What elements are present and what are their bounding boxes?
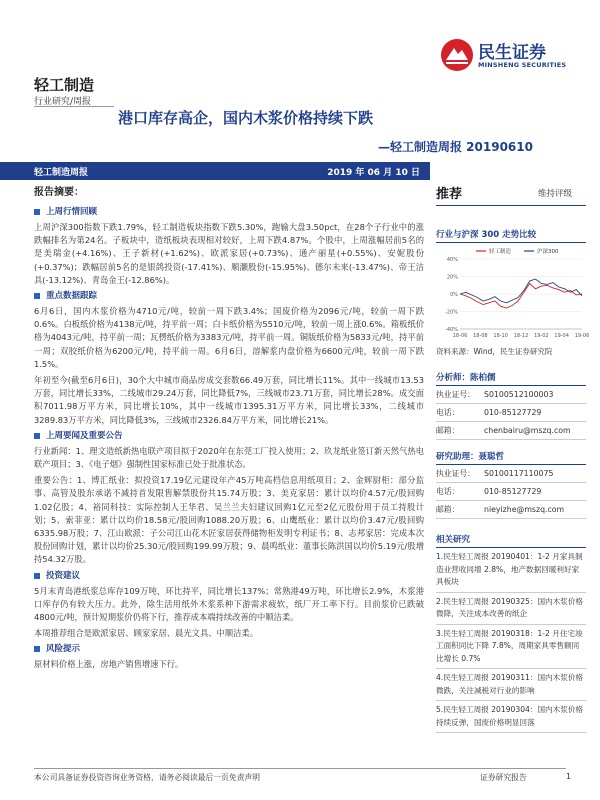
rating: 维持评级 (538, 189, 573, 199)
section-subtitle: 行业研究/周报 (34, 97, 92, 107)
footer-label: 证券研究报告 (480, 773, 527, 782)
x-tick-label: 19-06 (574, 333, 590, 339)
summary-heading: 报告摘要： (34, 187, 84, 198)
assistant-row: 邮箱： nieyizhe@mszq.com (436, 501, 586, 519)
report-subtitle: —轻工制造周报 20190610 (378, 140, 533, 154)
related-heading: 相关研究 (436, 533, 586, 548)
legend-label: 轻工制造 (489, 249, 512, 255)
series-line (460, 279, 582, 303)
x-tick-label: 18-12 (513, 333, 529, 339)
chart-lines (460, 279, 582, 308)
related-item[interactable]: 4.民生轻工周报 20190311：国内木浆价格微跌，关注减税对行业的影响 (436, 669, 586, 701)
paragraph: 行业新闻：1、理文造纸新热电联产项目拟于2020年在东莞工厂投入使用；2、玖龙纸业签订新天然气热电联产项目；3、《电子烟》强制性国家标准已处于批准状态。 (34, 445, 424, 470)
logo-mark-icon (440, 38, 474, 72)
related-item[interactable]: 1.民生轻工周报 20190401：1-2 月家具制造业营收同增 2.8%，地产数据回暖利好家具板块 (436, 548, 586, 593)
section-heading: 重点数据跟踪 (34, 290, 424, 305)
chart-legend (476, 247, 559, 255)
analyst-heading: 分析师：陈柏儒 (436, 371, 586, 386)
chart-y-ticks (445, 257, 458, 333)
section-title: 轻工制造 (34, 76, 95, 94)
x-tick-label: 18-08 (473, 333, 488, 339)
y-tick-label: 40% (446, 257, 458, 263)
assistant-row: 执业证号： S0100117110075 (436, 465, 586, 483)
bullet-square-icon (34, 293, 40, 299)
y-tick-label: -20% (445, 309, 458, 316)
assistant-heading: 研究助理：聂聪哲 (436, 450, 586, 465)
paragraph: 年初至今(截至6月6日)，30个大中城市商品房成交套数66.49万套，同比增长11%。其中一线城市13.53万套，同比增长33%，二线城市29.24万套，同比降低7%，三线城市23.71万套，同比增长28%。成交面积7011.98万平方米，同比增长10%，其中一线城市1395.31万平方米，同比增长33%，二线城市3289.83万平方米，同比降低3%，三线城市2326.84万平方米，同比增长21%。 (34, 375, 424, 425)
analyst-row: 电话： 010-85127729 (436, 404, 586, 422)
footer-disclaimer: 本公司具备证券投资咨询业务资格，请务必阅读最后一页免责声明 (34, 773, 261, 782)
paragraph: 5月末青岛港纸浆总库存109万吨，环比持平，同比增长137%；常熟港49万吨，环比增长2.9%，木浆港口库存仍有较大压力。此外，除生活用纸外木浆系种下游需求疲软，纸厂开工率下行。目前浆价已跌破4800元/吨，预计短期浆价仍将下行，推荐成本端持续改善的中顺洁柔。 (34, 585, 424, 623)
bullet-square-icon (34, 573, 40, 579)
recommendation: 推荐 (436, 187, 463, 202)
y-tick-label: -40% (445, 327, 458, 333)
bullet-square-icon (34, 433, 40, 439)
related-item[interactable]: 5.民生轻工周报 20190304：国内木浆价格持续反弹，国废价格明显回落 (436, 701, 586, 733)
footer-divider (34, 768, 566, 769)
paragraph: 本周推荐组合是欧派家居、顾家家居、晨光文具、中顺洁柔。 (34, 628, 259, 639)
y-tick-label: 20% (446, 274, 458, 281)
logo-text-en: MINSHENG SECURITIES (478, 61, 567, 69)
divider (34, 106, 114, 107)
x-tick-label: 18-06 (452, 333, 468, 339)
x-tick-label: 19-04 (554, 333, 569, 339)
assistant-row: 电话： 010-85127729 (436, 483, 586, 501)
report-title: 港口库存高企，国内木浆价格持续下跌 (118, 109, 374, 127)
analyst-row: 邮箱： chenbairu@mszq.com (436, 422, 586, 440)
x-tick-label: 18-10 (493, 333, 508, 339)
x-tick-label: 19-02 (534, 333, 549, 339)
divider (436, 205, 586, 206)
paragraph: 6月6日，国内木浆价格为4710元/吨，较前一周下跌3.4%；国废价格为2096元/吨，较前一周下跌0.6%。白板纸价格为4138元/吨，持平前一周；白卡纸价格为5510元/吨，较前一周上涨0.6%。箱板纸价格为4043元/吨，持平前一周；瓦楞纸价格为3383元/吨，持平前一周。铜版纸价格为5833元/吨，持平前一周；双胶纸价格为6200元/吨，持平前一周。6月6日，溶解浆内盘价格为6600元/吨，较前一周下跌1.5%。 (34, 306, 424, 369)
analyst-row: 执业证号： S0100512100003 (436, 386, 586, 404)
chart-title: 行业与沪深 300 走势比较 (436, 230, 537, 240)
paragraph: 重要公告：1、博汇纸业：拟投资17.19亿元建设年产45万吨高档信息用纸项目；2、金辉厨柜：部分监事、高管及股东承诺不减持首发限售解禁股份共15.74万股；3、美克家居：累计以均价4.57元/股回购1.02亿股；4、裕同科技：实际控制人王华君、吴兰兰夫妇建议回购1亿元至2亿元股份用于员工持股计划；5、索菲亚：累计以均价18.58元/股回购1088.20万股；6、山鹰纸业：累计以均价3.47元/股回购6335.98万股；7、江山欧派：子公司江山花木匠家居获得储物柜发明专利证书；8、志邦家居：完成本次股份回购计划，累计以均价25.30元/股回购199.99万股；9、晨鸣纸业：董事长陈洪国以均价5.19元/股增持54.32万股。 (34, 475, 424, 565)
divider (436, 242, 586, 243)
legend-label: 沪深300 (537, 249, 559, 255)
bullet-square-icon (34, 646, 40, 652)
chart-source: 资料来源：Wind，民生证券研究院 (436, 347, 553, 356)
report-banner (0, 162, 430, 180)
paragraph: 上周沪深300指数下跌1.79%，轻工制造板块指数下跌5.30%，跑输大盘3.50pct，在28个子行业中的涨跌幅排名为第24名。子板块中，造纸板块表现相对较好，上周下跌4.87%。个股中，上周涨幅居前5名的是美瑞金(+4.16%)、王子新材(+1.62%)、欧派家居(+0.73%)、通产丽星(+0.55%)、安妮股份(+0.37%)；跌幅居前5名的是银鸽投资(-17.41%)、顺灏股份(-15.95%)、德尔未来(-13.47%)、帝王洁具(-13.12%)、青岛金王(-12.86%)。 (34, 222, 424, 285)
paragraph: 原材料价格上涨，房地产销售增速下行。 (34, 659, 184, 670)
summary-body (34, 204, 424, 675)
page-number: 1 (566, 772, 571, 781)
section-heading: 上周行情回顾 (34, 206, 424, 221)
bullet-square-icon (34, 209, 40, 215)
trend-chart (436, 245, 590, 343)
company-logo (440, 38, 580, 74)
section-heading: 上周要闻及重要公告 (34, 430, 424, 445)
series-line (460, 284, 582, 309)
chart-x-ticks (453, 333, 590, 339)
y-tick-label: 0% (450, 292, 458, 298)
sidebar (436, 183, 590, 733)
banner-label: 轻工制造周报 (34, 168, 89, 178)
related-item[interactable]: 3.民生轻工周报 20190318：1-2 月住宅竣工面积同比下降 7.8%，周期家具零售额同比增长 0.7% (436, 625, 586, 670)
related-item[interactable]: 2.民生轻工周报 20190325：国内木浆价格微降，关注成本改善的纸企 (436, 593, 586, 625)
banner-date: 2019 年 06 月 10 日 (327, 168, 420, 178)
logo-text-cn: 民生证券 (478, 43, 546, 63)
section-heading: 投资建议 (34, 570, 424, 585)
section-heading: 风险提示 (34, 643, 424, 658)
